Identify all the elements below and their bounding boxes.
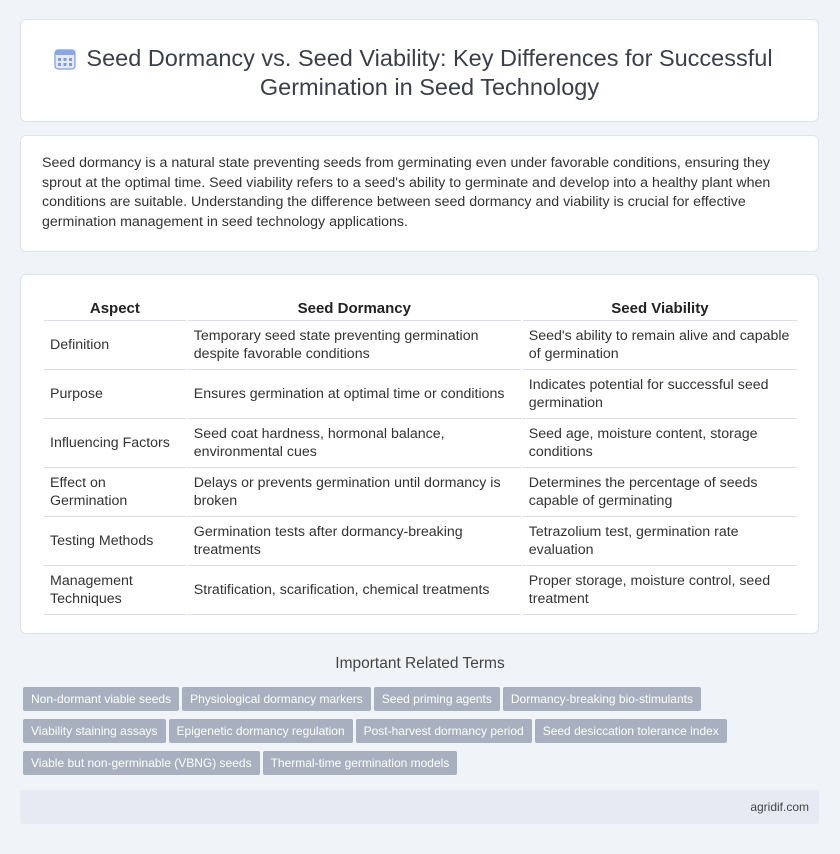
header-aspect: Aspect [44,295,186,321]
related-term-tag[interactable]: Seed priming agents [374,687,500,711]
row-aspect: Purpose [44,370,186,419]
row-aspect: Testing Methods [44,517,186,566]
row-viability: Seed's ability to remain alive and capable of germination [523,321,797,370]
footer-site-link[interactable]: agridif.com [750,800,809,814]
row-aspect: Definition [44,321,186,370]
table-header-row [44,295,797,321]
footer [20,790,819,824]
related-term-tag[interactable]: Post-harvest dormancy period [356,719,532,743]
intro-card [20,135,819,252]
header-seed-dormancy: Seed Dormancy [188,295,521,321]
row-aspect: Management Techniques [44,566,186,615]
row-dormancy: Temporary seed state preventing germination despite favorable conditions [188,321,521,370]
comparison-table [42,295,799,615]
related-term-tag[interactable]: Viable but non-germinable (VBNG) seeds [23,751,260,775]
table-row [44,517,797,566]
related-term-tag[interactable]: Thermal-time germination models [263,751,458,775]
row-viability: Tetrazolium test, germination rate evaluation [523,517,797,566]
comparison-card [20,274,819,634]
row-aspect: Influencing Factors [44,419,186,468]
table-row [44,321,797,370]
row-viability: Determines the percentage of seeds capable of germinating [523,468,797,517]
related-term-tag[interactable]: Non-dormant viable seeds [23,687,179,711]
row-dormancy: Germination tests after dormancy-breaking treatments [188,517,521,566]
related-terms-heading: Important Related Terms [335,655,505,672]
intro-paragraph: Seed dormancy is a natural state preventing seeds from germinating even under favorable conditions, ensuring they sprout at the optimal time. Seed viability refers to a seed's ability to germinate and develop into a healthy plant when conditions are suitable. Understanding the difference between seed dormancy and viability is crucial for effective germination management in seed technology applications. [42,155,771,230]
header-seed-viability: Seed Viability [523,295,797,321]
row-dormancy: Stratification, scarification, chemical treatments [188,566,521,615]
row-viability: Proper storage, moisture control, seed treatment [523,566,797,615]
row-viability: Indicates potential for successful seed germination [523,370,797,419]
row-dormancy: Ensures germination at optimal time or conditions [188,370,521,419]
related-term-tag[interactable]: Dormancy-breaking bio-stimulants [503,687,701,711]
header-card [20,19,819,122]
related-term-tag[interactable]: Physiological dormancy markers [182,687,371,711]
row-dormancy: Seed coat hardness, hormonal balance, environmental cues [188,419,521,468]
row-aspect: Effect on Germination [44,468,186,517]
table-row [44,370,797,419]
row-dormancy: Delays or prevents germination until dormancy is broken [188,468,521,517]
row-viability: Seed age, moisture content, storage conditions [523,419,797,468]
related-term-tag[interactable]: Viability staining assays [23,719,166,743]
table-row [44,566,797,615]
table-row [44,419,797,468]
table-row [44,468,797,517]
related-term-tag[interactable]: Epigenetic dormancy regulation [169,719,353,743]
page-title: Seed Dormancy vs. Seed Viability: Key Differences for Successful Germination in Seed Technology [86,45,773,100]
related-term-tag[interactable]: Seed desiccation tolerance index [535,719,727,743]
related-terms-list [23,687,803,783]
